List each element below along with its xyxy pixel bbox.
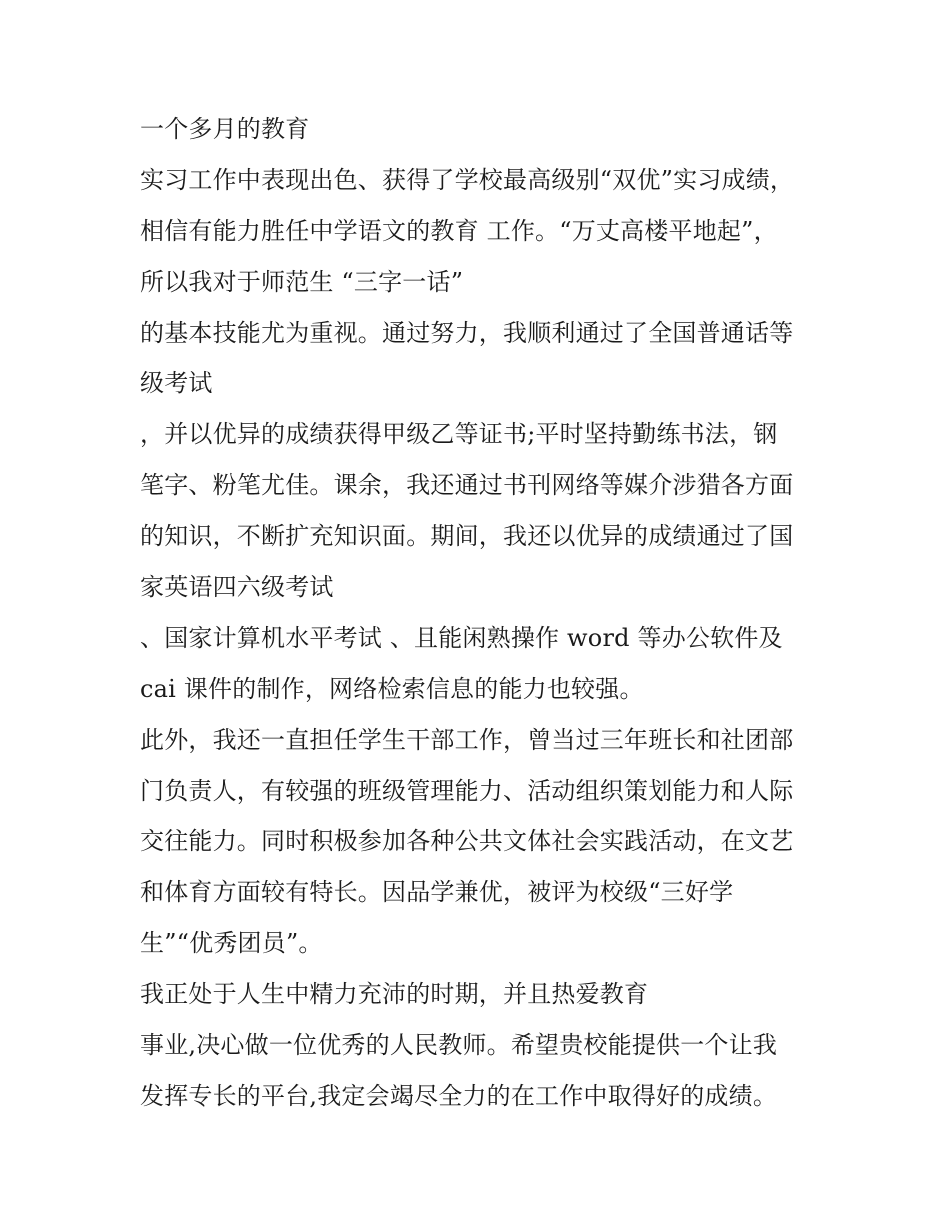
text-line: 事业,决心做一位优秀的人民教师。希望贵校能提供一个让我 [140,1031,778,1060]
text-line: 和体育方面较有特长。因品学兼优，被评为校级“三好学 [140,878,734,907]
text-line: cai 课件的制作，网络检索信息的能力也较强。 [140,674,644,703]
text-line: 门负责人，有较强的班级管理能力、活动组织策划能力和人际 [140,776,794,805]
text-line: 家英语四六级考试 [140,573,334,602]
text-line: 笔字、粉笔尤佳。课余，我还通过书刊网络等媒介涉猎各方面 [140,471,794,500]
text-line: 我正处于人生中精力充沛的时期，并且热爱教育 [140,980,649,1009]
text-line: 相信有能力胜任中学语文的教育 工作。“万丈高楼平地起”， [140,216,778,245]
text-line: 交往能力。同时积极参加各种公共文体社会实践活动，在文艺 [140,827,794,856]
text-line: 生”“优秀团员”。 [140,929,323,958]
text-line: 一个多月的教育 [140,115,310,143]
text-line: 所以我对于师范生 “三字一话” [140,267,464,296]
document-body [140,104,830,1122]
text-line: 、国家计算机水平考试 、且能闲熟操作 word 等办公软件及 [140,623,783,652]
text-line: 发挥专长的平台,我定会竭尽全力的在工作中取得好的成绩。 [140,1081,778,1110]
text-line: ，并以优异的成绩获得甲级乙等证书;平时坚持勤练书法，钢 [140,420,778,449]
text-line: 此外，我还一直担任学生干部工作，曾当过三年班长和社团部 [140,725,794,754]
text-line: 实习工作中表现出色、获得了学校最高级别“双优”实习成绩， [140,165,795,194]
text-line: 的基本技能尤为重视。通过努力，我顺利通过了全国普通话等 [140,318,794,347]
text-line: 级考试 [140,369,213,398]
text-line: 的知识，不断扩充知识面。期间，我还以优异的成绩通过了国 [140,522,794,551]
